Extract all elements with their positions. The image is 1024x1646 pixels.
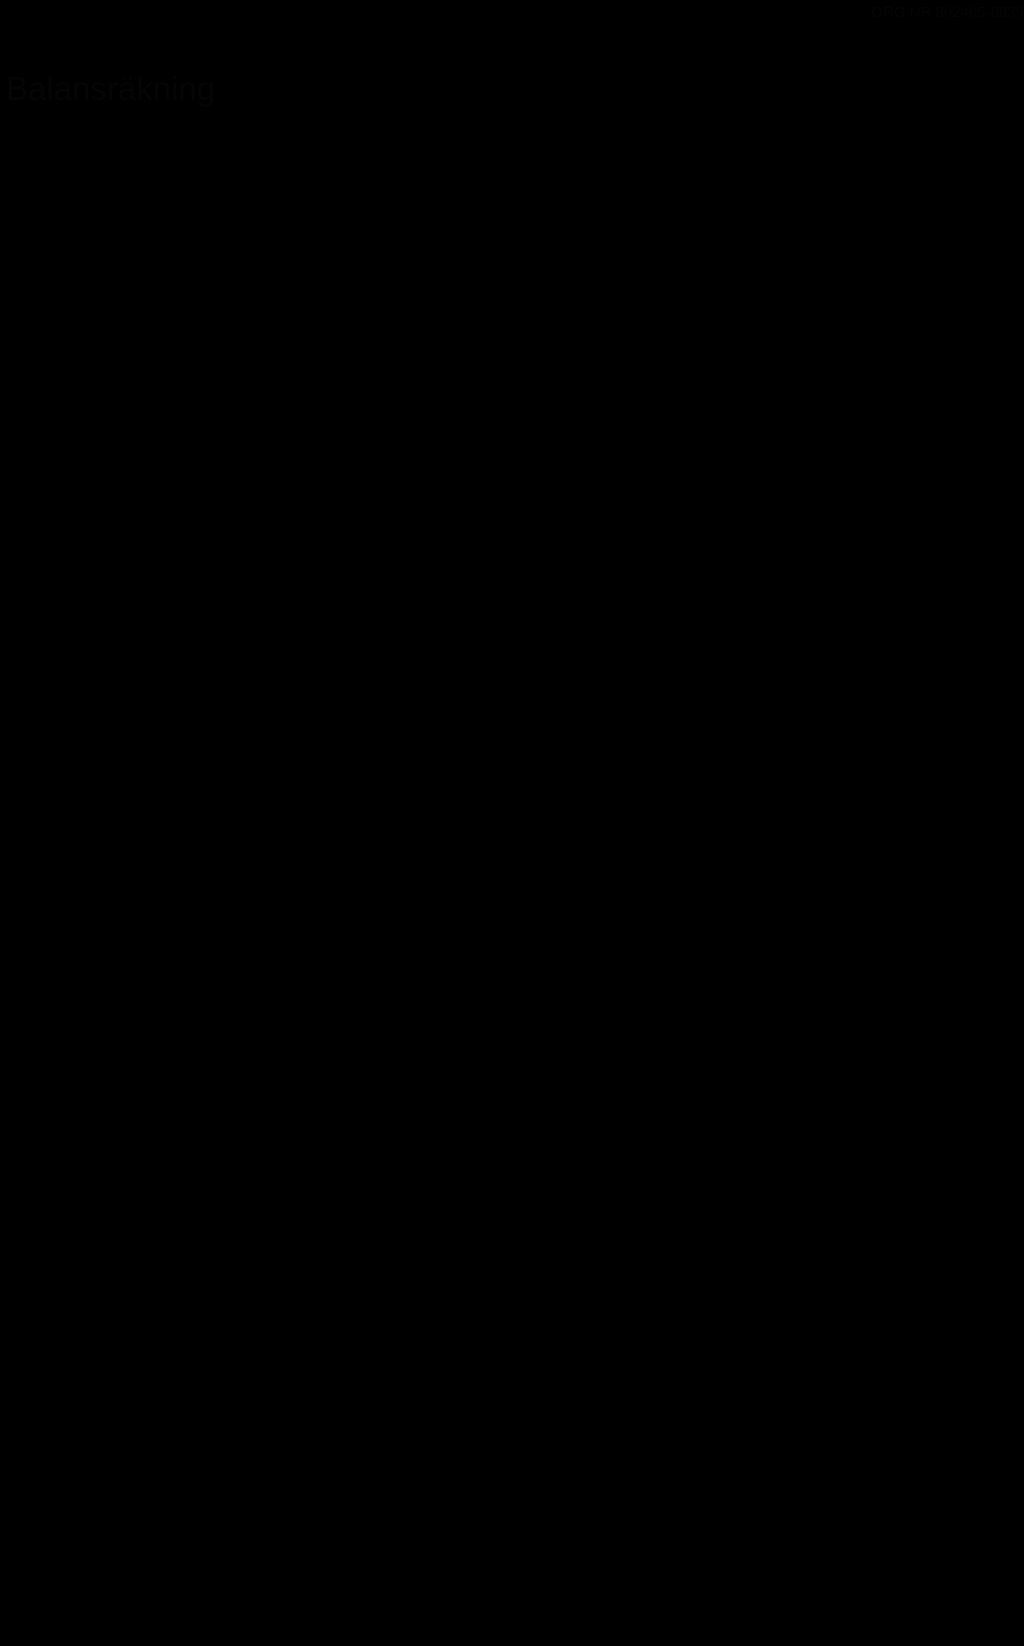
assets-heading: Tillgångar xyxy=(6,208,106,231)
table-row: Förutbetalda intäkter 8 2 223 119 1 173 599 xyxy=(6,1227,860,1250)
table-row: Balanserat resultat 1 524 423 1 314 719 xyxy=(6,961,860,984)
total-assets-row: SUMMA TILLGÅNGAR 4 596 066 3 072 645 xyxy=(6,715,841,738)
short-term-liabilities-heading: Kortfristiga skulder xyxy=(6,1054,200,1077)
table-row: Förutbetalda kostnader och upplupna xyxy=(6,416,354,439)
note-column-header: Not xyxy=(495,174,530,197)
current-assets-heading: Omsättningstillgångar xyxy=(6,244,229,267)
subsequent-events-line1: Väsentliga händelser efter xyxy=(6,1455,250,1478)
cash-and-bank-row: Kassa och bank 4 553 243 2 956 603 xyxy=(6,555,841,578)
table-row: Leverantörs- och övriga skulder 230 370 90 619 xyxy=(6,1089,860,1112)
column-header-row xyxy=(0,174,1024,198)
table-row: Skatteskulder 212 621 138 894 xyxy=(6,1124,860,1147)
table-row: Skuld erhålna ej nyttjade bidrag 7 33 206 18 230 xyxy=(6,1158,860,1181)
liabilities-total-row: Summa kortfristiga skulder 3 071 643 1 737 926 xyxy=(6,1262,860,1285)
current-assets-total-row: Summa omsättningstillgångar 4 596 066 3 072 645 xyxy=(6,627,841,650)
table-row: Upplupna kostnader 8 372 327 316 584 xyxy=(6,1192,860,1215)
year2-column-header: 20171231 xyxy=(747,174,841,197)
page-title: Balansräkning xyxy=(6,70,216,107)
total-equity-liabilities-line1: SUMMA EGET KAPITAL OCH xyxy=(6,1323,295,1346)
table-row: Ändamålsbestämda medel 0 20 000 xyxy=(6,926,860,949)
equity-and-liabilities-heading: Eget kapital och skulder xyxy=(6,824,248,847)
total-equity-liabilities-row: SKULDER 4 596 066 3 072 645 xyxy=(6,1353,860,1376)
receivables-total-row: Summa kortfristiga fordringar 42 823 116 042 xyxy=(6,483,841,506)
table-row: intäkter 6 12 137 86 888 xyxy=(6,446,841,469)
table-row: Skattekonto 23 702 23 710 xyxy=(6,388,841,411)
subsequent-events-row: räkenskapsårets utgång 9 xyxy=(6,1484,506,1507)
year1-column-header: 20181231 xyxy=(581,174,675,197)
table-row: Fordringar 6 984 5 444 xyxy=(6,352,841,375)
equity-total-row: Summa eget kapital 1 524 423 1 334 719 xyxy=(6,996,860,1019)
currency-label: SEK xyxy=(6,174,50,197)
short-term-receivables-heading: Kortfristiga fordringar xyxy=(6,316,226,339)
equity-heading: Eget kapital xyxy=(6,892,124,915)
org-number: ORG NR 802405-8839 xyxy=(871,4,1024,21)
